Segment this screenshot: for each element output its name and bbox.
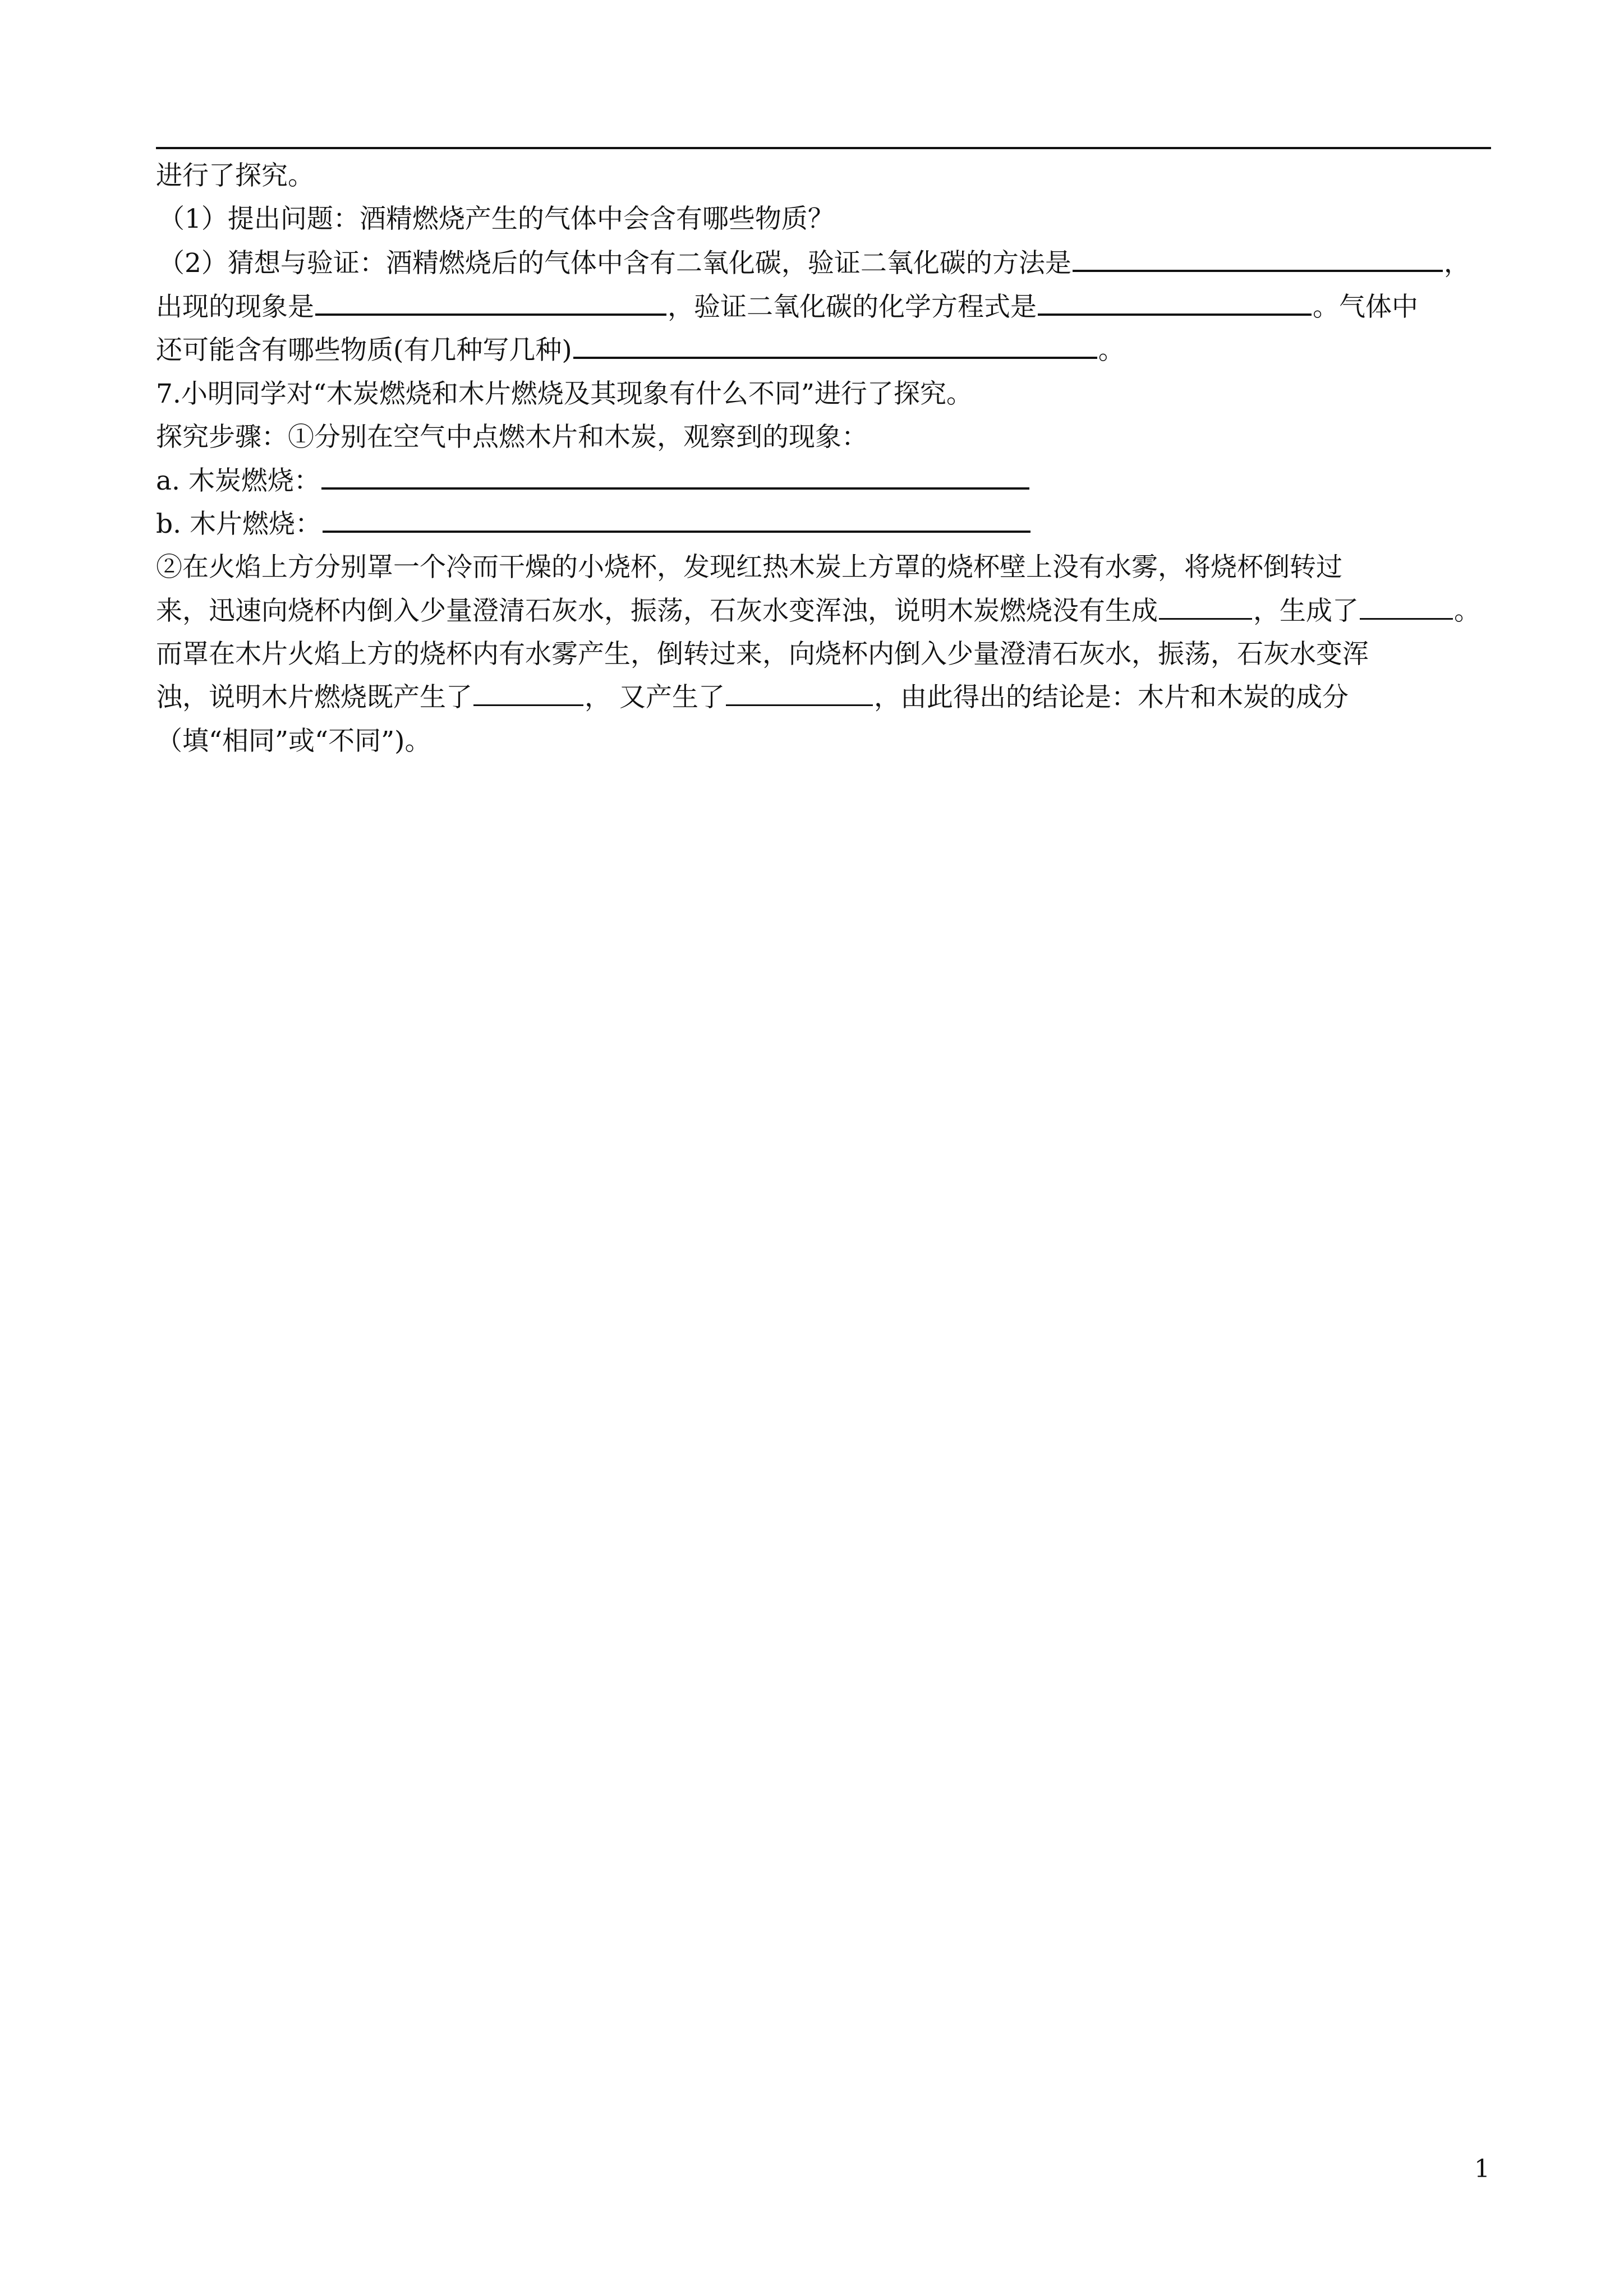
header-rule	[156, 147, 1491, 149]
line-text: ②在火焰上方分别罩一个冷而干燥的小烧杯，发现红热木炭上方罩的烧杯壁上没有水雾，将烧杯倒转过	[156, 552, 1342, 583]
line-text: b. 木片燃烧：	[156, 509, 321, 540]
text-line	[156, 508, 1032, 541]
text-line	[156, 681, 1349, 714]
text-line	[156, 377, 973, 411]
text-line	[158, 202, 834, 236]
line-text: 来，迅速向烧杯内倒入少量澄清石灰水，振荡，石灰水变浑浊，说明木炭燃烧没有生成	[156, 596, 1158, 626]
question-2-text: （2）猜想与验证：酒精燃烧后的气体中含有二氧化碳，验证二氧化碳的方法是	[158, 248, 1071, 279]
answer-blank[interactable]	[473, 682, 583, 706]
line-text: 而罩在木片火焰上方的烧杯内有水雾产生，倒转过来，向烧杯内倒入少量澄清石灰水，振荡，石灰水变浑	[156, 639, 1369, 670]
answer-blank[interactable]	[1073, 247, 1443, 272]
answer-blank[interactable]	[321, 465, 1029, 490]
page-number: 1	[1474, 2155, 1490, 2183]
text-line	[158, 247, 1470, 280]
line-text: 。气体中	[1313, 292, 1418, 322]
line-text: ，生成了	[1253, 596, 1359, 626]
answer-blank[interactable]	[323, 508, 1030, 533]
line-text: ，	[1443, 248, 1470, 279]
line-text: （填“相同”或“不同”)。	[156, 726, 431, 757]
answer-blank[interactable]	[1038, 291, 1312, 316]
text-line	[156, 421, 868, 454]
line-text: ，验证二氧化碳的化学方程式是	[668, 292, 1037, 322]
text-line	[156, 334, 1125, 367]
text-line	[156, 725, 431, 758]
line-text: a. 木炭燃烧：	[156, 465, 320, 496]
line-text: 进行了探究。	[156, 160, 314, 191]
line-text: 浊，说明木片燃烧既产生了	[156, 682, 472, 713]
line-text: ， 又产生了	[585, 682, 725, 713]
answer-blank[interactable]	[573, 334, 1097, 359]
answer-blank[interactable]	[1159, 596, 1252, 620]
line-text: 探究步骤：①分别在空气中点燃木片和木炭，观察到的现象：	[156, 422, 868, 453]
text-line	[156, 464, 1030, 498]
text-line	[156, 159, 314, 193]
text-line	[156, 551, 1342, 584]
line-text: 还可能含有哪些物质(有几种写几种)	[156, 335, 572, 366]
text-line	[156, 594, 1480, 628]
line-text: 。	[1454, 596, 1480, 626]
text-line	[156, 291, 1418, 324]
question-7-text: 7.小明同学对“木炭燃烧和木片燃烧及其现象有什么不同”进行了探究。	[156, 379, 973, 409]
text-line	[156, 638, 1369, 671]
answer-blank[interactable]	[1360, 596, 1453, 620]
line-text: 。	[1098, 335, 1125, 366]
line-text: 出现的现象是	[156, 292, 314, 322]
line-text: ，由此得出的结论是：木片和木炭的成分	[873, 682, 1349, 713]
answer-blank[interactable]	[315, 291, 666, 316]
answer-blank[interactable]	[726, 682, 873, 706]
question-1-text: （1）提出问题：酒精燃烧产生的气体中会含有哪些物质？	[158, 204, 834, 234]
